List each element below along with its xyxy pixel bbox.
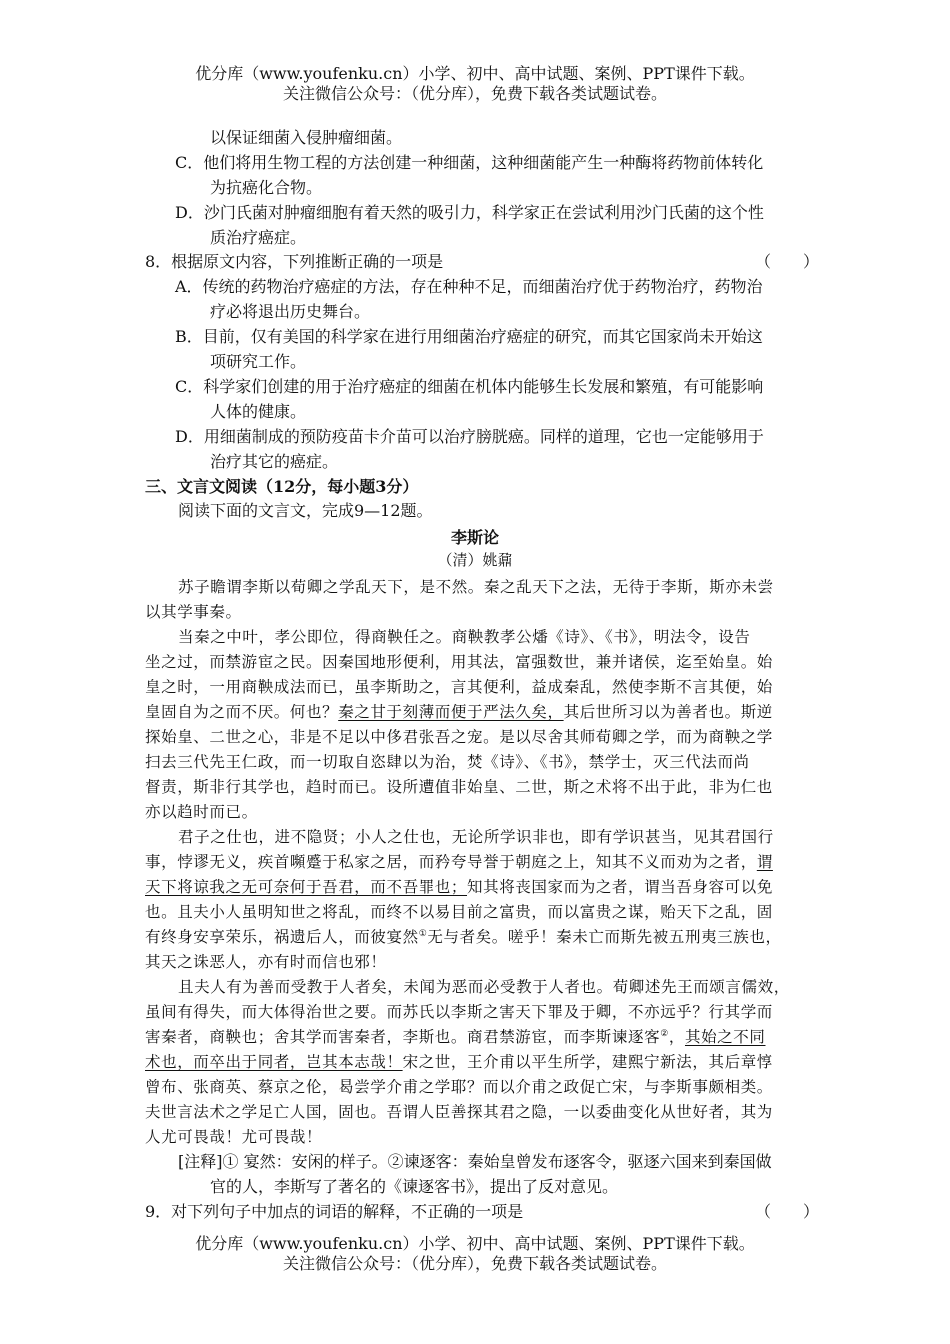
passage-text: ，	[668, 1028, 685, 1046]
section3-instruction: 阅读下面的文言文，完成9—12题。	[178, 501, 433, 520]
passage-p1-line2: 以其学事秦。	[145, 603, 242, 621]
passage-p4-line7: 人尤可畏哉！尤可畏哉！	[145, 1128, 323, 1146]
q8-option-b-line1: B．目前，仅有美国的科学家在进行用细菌治疗癌症的研究，而其它国家尚未开始这	[175, 327, 763, 346]
q8-stem: 8．根据原文内容，下列推断正确的一项是	[145, 252, 444, 271]
q8-option-c-line1: C．科学家们创建的用于治疗癌症的细菌在机体内能够生长发展和繁殖，有可能影响	[175, 377, 764, 396]
passage-text: 害秦者，商鞅也；舍其学而害秦者，李斯也。商君禁游宦，而李斯谏逐客	[145, 1028, 661, 1046]
header-line-2: 关注微信公众号：（优分库），免费下载各类试题试卷。	[282, 84, 667, 103]
q8-option-a-line2: 疗必将退出历史舞台。	[210, 302, 371, 321]
passage-text: 宋之世，王介甫以平生所学，建熙宁新法，其后章惇	[402, 1053, 773, 1071]
q8-answer-paren: （ ）	[755, 252, 820, 271]
note-marker-2: ②	[660, 1029, 669, 1039]
passage-text: 其后世所习以为善者也。斯逆	[563, 703, 773, 721]
q8-option-a-line1: A．传统的药物治疗癌症的方法，存在种种不足，而细菌治疗优于药物治疗，药物治	[175, 277, 763, 296]
passage-p4-line4	[145, 1051, 773, 1073]
passage-text: 皇固自为之而不厌。何也？	[145, 703, 339, 721]
passage-text: 知其将丧国家而为之者，谓当吾身容可以免	[467, 878, 773, 896]
passage-p3-line2	[145, 851, 773, 873]
note-marker-1: ①	[418, 929, 428, 939]
passage-text: 事，悖谬无义，疾首嚬蹙于私家之居，而矜夸导誉于朝庭之上，知其不义而劝为之者，	[145, 853, 757, 871]
footer-line-1: 优分库（www.youfenku.cn）小学、初中、高中试题、案例、PPT课件下载。	[195, 1234, 755, 1253]
q8-option-d-line2: 治疗其它的癌症。	[210, 452, 339, 471]
notes-line1: [注释]① 宴然：安闲的样子。②谏逐客：秦始皇曾发布逐客令，驱逐六国来到秦国做	[178, 1152, 772, 1171]
underlined-sentence: 谓	[756, 853, 773, 871]
passage-p2-line8: 亦以趋时而已。	[145, 803, 258, 821]
passage-p1-line1: 苏子瞻谓李斯以荀卿之学乱天下，是不然。秦之乱天下之法，无待于李斯，斯亦未尝	[178, 578, 774, 596]
q8-option-d-line1: D．用细菌制成的预防疫苗卡介苗可以治疗膀胱癌。同样的道理，它也一定能够用于	[175, 427, 764, 446]
underlined-sentence: 天下将谅我之无可奈何于吾君，而不吾罪也；	[145, 878, 468, 896]
passage-p4-line6: 夫世言法术之学足亡人国，固也。吾谓人臣善探其君之隐，一以委曲变化从世好者，其为	[145, 1103, 773, 1121]
passage-title: 李斯论	[450, 528, 499, 547]
passage-p2-line2: 坐之过，而禁游宦之民。因秦国地形便利，用其法，富强数世，兼并诸侯，迄至始皇。始	[145, 653, 773, 671]
passage-p2-line6: 扫去三代先王仁政，而一切取自恣肆以为治，焚《诗》、《书》，禁学士，灭三代法而尚	[145, 753, 750, 771]
passage-p4-line5: 曾布、张商英、蔡京之伦，曷尝学介甫之学耶？而以介甫之政促亡宋，与李斯事颇相类。	[145, 1078, 773, 1096]
passage-p2-line4	[145, 701, 773, 723]
passage-p2-line7: 督责，斯非行其学也，趋时而已。设所遭值非始皇、二世，斯之术将不出于此，非为仁也	[145, 778, 773, 796]
q8-option-b-line2: 项研究工作。	[210, 352, 307, 371]
q7-option-c-line2: 为抗癌化合物。	[210, 178, 323, 197]
passage-p2-line3: 皇之时，一用商鞅成法而已，虽李斯助之，言其便利，益成秦乱，然使李斯不言其便，始	[145, 678, 773, 696]
passage-p4-line3	[145, 1026, 766, 1048]
passage-p4-line1: 且夫人有为善而受教于人者矣，未闻为恶而必受教于人者也。荀卿述先王而颂言儒效，	[178, 978, 790, 996]
passage-p4-line2: 虽间有得失，而大体得治世之要。而苏氏以李斯之害天下罪及于卿，不亦远乎？行其学而	[145, 1003, 773, 1021]
passage-author: （清）姚鼐	[437, 551, 513, 569]
passage-p3-line6: 其天之诛恶人，亦有时而信也邪！	[145, 953, 387, 971]
passage-text: 有终身安享荣乐，祸遗后人，而彼宴然	[145, 928, 419, 946]
passage-p3-line1: 君子之仕也，进不隐贤；小人之仕也，无论所学识非也，即有学识甚当，见其君国行	[178, 828, 774, 846]
q9-answer-paren: （ ）	[755, 1202, 820, 1221]
q7-option-b-tail: 以保证细菌入侵肿瘤细菌。	[210, 128, 403, 147]
q9-stem: 9．对下列句子中加点的词语的解释，不正确的一项是	[145, 1202, 524, 1221]
passage-text: 无与者矣。嗟乎！秦未亡而斯先被五刑夷三族也，	[427, 928, 782, 946]
passage-p2-line1: 当秦之中叶，孝公即位，得商鞅任之。商鞅教孝公燔《诗》、《书》，明法令，设告	[178, 628, 751, 646]
q8-option-c-line2: 人体的健康。	[210, 402, 307, 421]
notes-line2: 官的人，李斯写了著名的《谏逐客书》，提出了反对意见。	[210, 1177, 619, 1196]
q7-option-d-line2: 质治疗癌症。	[210, 228, 307, 247]
passage-p3-line4: 也。且夫小人虽明知世之将乱，而终不以易目前之富贵，而以富贵之谋，贻天下之乱，固	[145, 903, 773, 921]
passage-p3-line3	[145, 876, 773, 898]
section3-heading: 三、文言文阅读（12分，每小题3分）	[145, 477, 419, 496]
q7-option-d-line1: D．沙门氏菌对肿瘤细胞有着天然的吸引力，科学家正在尝试利用沙门氏菌的这个性	[175, 203, 764, 222]
underlined-sentence: 其始之不同	[684, 1028, 766, 1046]
passage-p3-line5	[145, 926, 782, 948]
header-line-1: 优分库（www.youfenku.cn）小学、初中、高中试题、案例、PPT课件下载。	[195, 64, 755, 83]
passage-p2-line5: 探始皇、二世之心，非是不足以中侈君张吾之宠。是以尽舍其师荀卿之学，而为商鞅之学	[145, 728, 773, 746]
underlined-sentence: 术也，而卒出于同者，岂其本志哉！	[145, 1053, 403, 1071]
underlined-sentence: 秦之甘于刻薄而便于严法久矣，	[338, 703, 564, 721]
q7-option-c-line1: C．他们将用生物工程的方法创建一种细菌，这种细菌能产生一种酶将药物前体转化	[175, 153, 764, 172]
footer-line-2: 关注微信公众号：（优分库），免费下载各类试题试卷。	[282, 1254, 667, 1273]
